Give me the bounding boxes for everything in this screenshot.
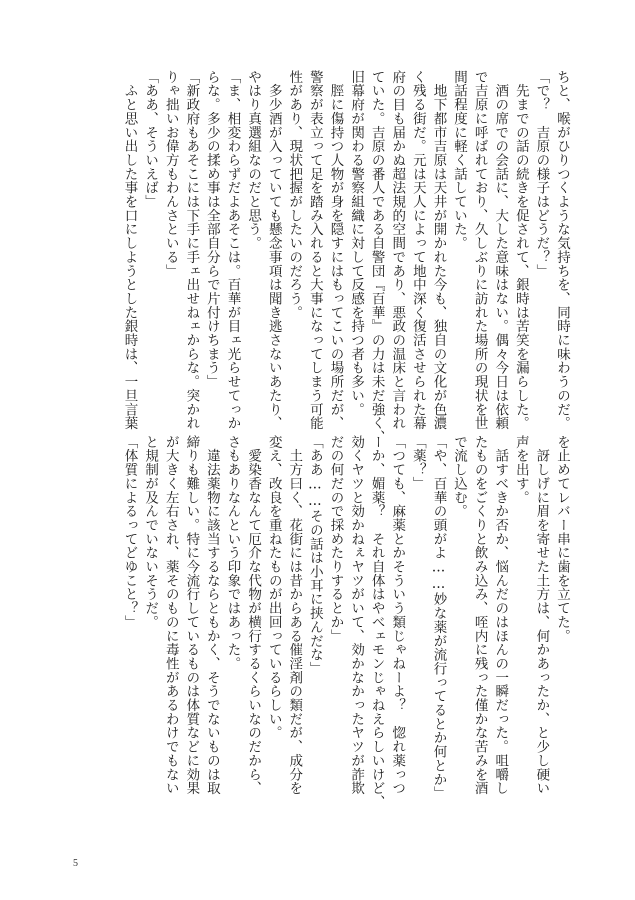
text-line: りゃ拙いお偉方もわんさといる」 [162,70,179,278]
text-line: で吉原に呼ばれており、久しぶりに訪れた場所の現状を世 [471,70,488,431]
lower-text-block [119,435,572,809]
text-line: 酒の席での会話に、大した意味はない。偶々今日は依頼 [492,70,509,431]
text-line: 効くヤツと効かねぇヤツがいて、効かなかったヤツが詐欺 [348,435,365,796]
text-line: 「や、百華の頭がよ……妙な薬が流行ってるとか何とか」 [430,435,447,801]
text-line: 変え、改良を重ねたものが出回っているらしい。 [265,435,282,740]
upper-text-block [119,70,572,444]
text-line: 旧幕府が関わる警察組織に対して反感を持つ者も多い。 [348,70,365,417]
text-line: 「つても、麻薬とかそういう類じゃねーよ？ 惚れ薬っつ [389,435,406,796]
text-line: たものをごくりと飲み込み、咥内に残った僅かな苦みを酒 [471,435,488,796]
text-line: 性があり、現状把握がしたいのだろう。 [286,70,303,320]
text-line: ていた。吉原の番人である自警団『百華』の力は未だ強く、 [368,70,385,444]
text-line: を止めてレバー串に歯を立てた。 [554,435,570,643]
text-line: ふと思い出した事を口にしようとした銀時は、一旦言葉 [121,70,138,431]
text-line: 警察が表立って足を踏み入れると大事になってしまう可能 [306,70,323,431]
text-line: 「新政府もあそこには下手に手ェ出せねェからな。突かれ [183,70,200,431]
text-line: 愛染香なんて厄介な代物が横行するくらいなのだから、 [245,435,262,796]
text-line: 脛に傷持つ人物が身を隠すにはもってこいの場所だが、 [327,70,344,431]
text-line: 「で？ 吉原の様子はどうだ？」 [533,70,550,278]
text-line: 間話程度に軽く話していた。 [451,70,468,251]
text-line: と規制が及んでいないそうだ。 [142,435,159,629]
text-line: 先までの話の続きを促されて、銀時は苦笑を漏らした。 [512,70,529,431]
text-line: ーか、媚薬？ それ自体はやべェモンじゃねえらしいけど、 [368,435,385,809]
page-number: 5 [73,858,78,869]
text-line: 「ああ……その話は小耳に挟んだな」 [306,435,323,676]
text-line: 締りも難しい。特に今流行しているものは体質などに効果 [183,435,200,796]
text-line: 「ああ、そういえば」 [142,70,159,209]
text-line: らな。多少の揉め事は全部自分らで片付けちまう」 [203,70,220,389]
text-line: 訝しげに眉を寄せた土方は、何かあったか、と少し硬い [533,435,550,796]
text-line: 地下都市吉原は天井が開かれた今も、独自の文化が色濃 [430,70,447,431]
text-line: 多少酒が入っていても懸念事項は聞き逃さないあたり、 [265,70,282,431]
text-line: 「ま、相変わらずだよあそこは。百華が目ェ光らせてっか [224,70,241,431]
text-line: 違法薬物に該当するならともかく、そうでないものは取 [203,435,220,796]
text-line: だの何だので採めたりするとか」 [327,435,344,643]
text-line: 府の目も届かぬ超法規的空間であり、悪政の温床と言われ [389,70,406,431]
text-line: が大きく左右され、薬そのものに毒性があるわけでもない [162,435,179,796]
text-line: 声を出す。 [512,435,529,505]
text-line: 土方曰く、花街には昔からある催淫剤の類だが、成分を [286,435,303,796]
text-line: 話すべきか否か、悩んだのはほんの一瞬だった。咀嚼し [492,435,509,796]
text-line: 「薬？」 [409,435,426,491]
text-line: く残る街だ。元は天人によって地中深く復活させられた幕 [409,70,426,431]
text-line: ちと、喉がひりつくような気持ちを、同時に味わうのだ。 [554,70,570,431]
text-line: で流し込む。 [451,435,468,519]
text-line: 「体質によるってどゆこと？」 [121,435,138,629]
text-line: やはり真選組なのだと思う。 [245,70,262,251]
text-line: さもありなんという印象ではあった。 [224,435,241,671]
